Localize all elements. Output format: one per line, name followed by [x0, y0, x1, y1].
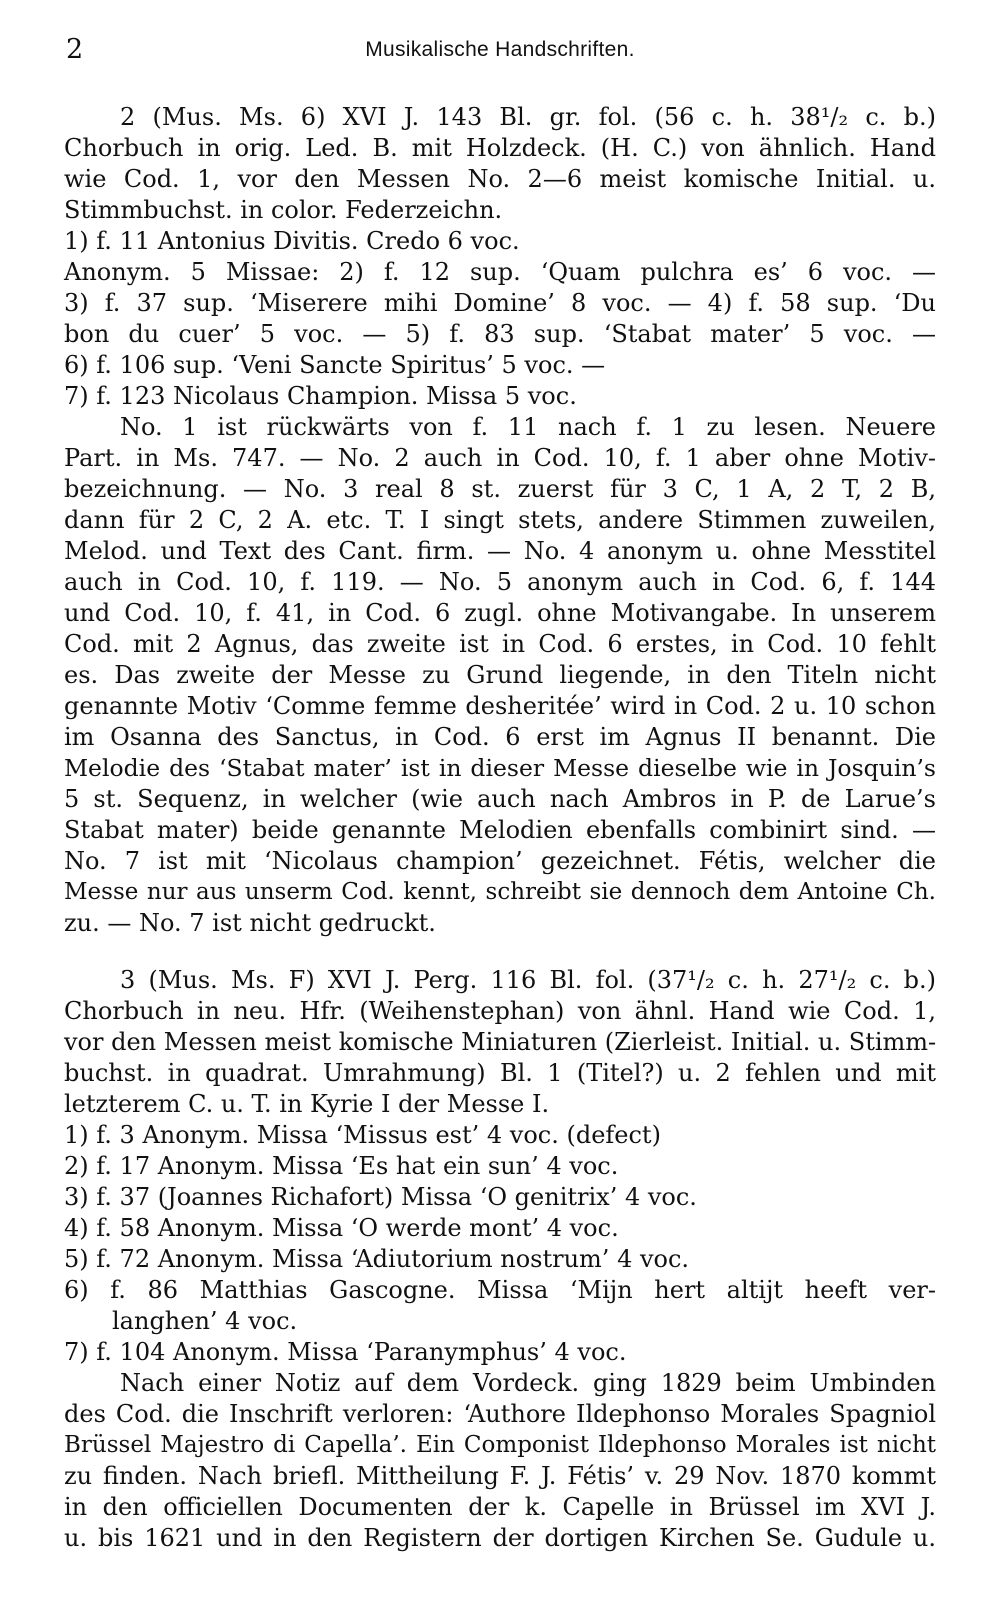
text-line: wie Cod. 1, vor den Messen No. 2—6 meist komische Initial. u. — [64, 165, 936, 193]
text-line: Chorbuch in orig. Led. B. mit Holzdeck. (H. C.) von ähnlich. Hand — [64, 134, 936, 162]
text-line: Part. in Ms. 747. — No. 2 auch in Cod. 10, f. 1 aber ohne Motiv- — [64, 444, 936, 472]
text-line: Stimmbuchst. in color. Federzeichn. — [64, 196, 503, 224]
text-line: bezeichnung. — No. 3 real 8 st. zuerst für 3 C, 1 A, 2 T, 2 B, — [64, 475, 936, 503]
text-line: 4) f. 58 Anonym. Missa ‘O werde mont’ 4 voc. — [64, 1214, 619, 1242]
text-line: 1) f. 3 Anonym. Missa ‘Missus est’ 4 voc. (defect) — [64, 1121, 661, 1149]
page-number: 2 — [66, 34, 84, 65]
text-line: 5 st. Sequenz, in welcher (wie auch nach Ambros in P. de Larue’s — [64, 785, 936, 813]
text-line: in den officiellen Documenten der k. Capelle in Brüssel im XVI J. — [64, 1493, 936, 1521]
text-line: dann für 2 C, 2 A. etc. T. I singt stets, andere Stimmen zuweilen, — [64, 506, 936, 534]
text-line: zu finden. Nach briefl. Mittheilung F. J. Fétis’ v. 29 Nov. 1870 kommt — [64, 1462, 936, 1490]
text-line: Chorbuch in neu. Hfr. (Weihenstephan) von ähnl. Hand wie Cod. 1, — [64, 997, 936, 1025]
text-line: im Osanna des Sanctus, in Cod. 6 erst im Agnus II benannt. Die — [64, 723, 936, 751]
text-line: Melodie des ‘Stabat mater’ ist in dieser Messe dieselbe wie in Josquin’s — [64, 754, 936, 782]
text-line: 7) f. 104 Anonym. Missa ‘Paranymphus’ 4 voc. — [64, 1338, 627, 1366]
text-line: Messe nur aus unserm Cod. kennt, schreibt sie dennoch dem Antoine Ch. — [64, 879, 936, 905]
text-line: 7) f. 123 Nicolaus Champion. Missa 5 voc. — [64, 382, 577, 410]
text-line: Nach einer Notiz auf dem Vordeck. ging 1829 beim Umbinden — [120, 1369, 936, 1397]
text-line: vor den Messen meist komische Miniaturen (Zierleist. Initial. u. Stimm- — [64, 1028, 937, 1056]
text-line: No. 7 ist mit ‘Nicolaus champion’ gezeichnet. Fétis, welcher die — [64, 847, 936, 875]
text-line: Melod. und Text des Cant. firm. — No. 4 anonym u. ohne Messtitel — [64, 537, 936, 565]
text-line: 3) f. 37 (Joannes Richafort) Missa ‘O genitrix’ 4 voc. — [64, 1183, 697, 1211]
text-line: letzterem C. u. T. in Kyrie I der Messe I. — [64, 1090, 550, 1118]
text-line: 6) f. 86 Matthias Gascogne. Missa ‘Mijn hert altijt heeft ver- — [64, 1276, 936, 1304]
text-line: buchst. in quadrat. Umrahmung) Bl. 1 (Titel?) u. 2 fehlen und mit — [64, 1059, 936, 1087]
text-line: 3 (Mus. Ms. F) XVI J. Perg. 116 Bl. fol. (37¹/₂ c. h. 27¹/₂ c. b.) — [120, 966, 936, 994]
text-line: Stabat mater) beide genannte Melodien ebenfalls combinirt sind. — — [64, 816, 936, 844]
text-line: Brüssel Majestro di Capella’. Ein Componist Ildephonso Morales ist nicht — [64, 1432, 936, 1458]
text-line: zu. — No. 7 ist nicht gedruckt. — [64, 909, 436, 937]
text-line: No. 1 ist rückwärts von f. 11 nach f. 1 zu lesen. Neuere — [120, 413, 936, 441]
text-line: u. bis 1621 und in den Registern der dortigen Kirchen Se. Gudule u. — [64, 1524, 936, 1552]
text-line: Anonym. 5 Missae: 2) f. 12 sup. ‘Quam pulchra es’ 6 voc. — — [64, 258, 936, 286]
text-line: es. Das zweite der Messe zu Grund liegende, in den Titeln nicht — [64, 661, 936, 689]
text-line: langhen’ 4 voc. — [112, 1307, 298, 1335]
text-line: 6) f. 106 sup. ‘Veni Sancte Spiritus’ 5 voc. — — [64, 351, 606, 379]
text-line: auch in Cod. 10, f. 119. — No. 5 anonym auch in Cod. 6, f. 144 — [64, 568, 936, 596]
running-title: Musikalische Handschriften. — [365, 38, 635, 61]
text-line: Cod. mit 2 Agnus, das zweite ist in Cod. 6 erstes, in Cod. 10 fehlt — [64, 630, 936, 658]
text-line: 5) f. 72 Anonym. Missa ‘Adiutorium nostrum’ 4 voc. — [64, 1245, 690, 1273]
text-line: 1) f. 11 Antonius Divitis. Credo 6 voc. — [64, 227, 520, 255]
text-line: bon du cuer’ 5 voc. — 5) f. 83 sup. ‘Stabat mater’ 5 voc. — — [64, 320, 936, 348]
text-line: 2 (Mus. Ms. 6) XVI J. 143 Bl. gr. fol. (56 c. h. 38¹/₂ c. b.) — [120, 103, 936, 131]
text-line: des Cod. die Inschrift verloren: ‘Authore Ildephonso Morales Spagniol — [64, 1400, 936, 1428]
text-line: genannte Motiv ‘Comme femme desheritée’ wird in Cod. 2 u. 10 schon — [64, 692, 936, 720]
text-line: 2) f. 17 Anonym. Missa ‘Es hat ein sun’ 4 voc. — [64, 1152, 619, 1180]
text-line: und Cod. 10, f. 41, in Cod. 6 zugl. ohne Motivangabe. In unserem — [64, 599, 936, 627]
text-line: 3) f. 37 sup. ‘Miserere mihi Domine’ 8 voc. — 4) f. 58 sup. ‘Du — [64, 289, 936, 317]
